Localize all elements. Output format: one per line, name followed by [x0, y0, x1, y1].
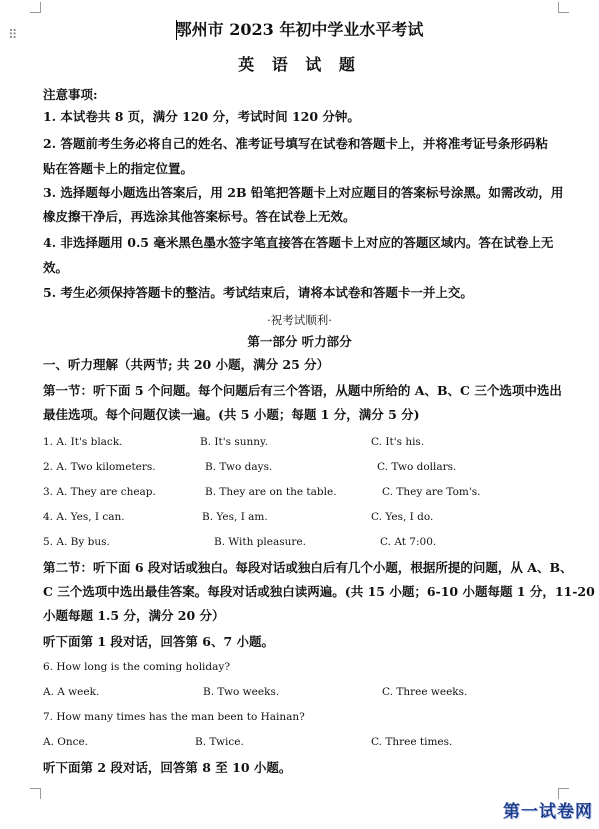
question-option-a: 3. A. They are cheap. — [43, 486, 156, 498]
section2-instructions: 小题每题 1.5 分，满分 20 分） — [43, 608, 225, 623]
question-option-b: B. Two weeks. — [203, 686, 280, 698]
question-option-b: B. Twice. — [195, 736, 244, 748]
exam-title: 鄂州市 2023 年初中学业水平考试 — [175, 20, 424, 39]
notice-item: 4. 非选择题用 0.5 毫米黑色墨水签字笔直接答在答题卡上对应的答题区域内。答在试卷上无 — [43, 235, 554, 250]
section1-instructions: 最佳选项。每个问题仅读一遍。(共 5 小题；每题 1 分，满分 5 分) — [43, 407, 420, 422]
part1-title: 第一部分 听力部分 — [247, 334, 352, 349]
question-option-c: C. At 7:00. — [380, 536, 437, 548]
exam-subject: 英 语 试 题 — [238, 55, 361, 74]
crop-mark-bottom-left — [30, 788, 41, 799]
notice-item: 3. 选择题每小题选出答案后，用 2B 铅笔把答题卡上对应题目的答案标号涂黑。如需改动，用 — [43, 185, 564, 200]
notice-item: 橡皮擦干净后，再选涂其他答案标号。答在试卷上无效。 — [43, 209, 356, 224]
question-option-a: 4. A. Yes, I can. — [43, 511, 125, 523]
section2-instructions: 第二节：听下面 6 段对话或独白。每段对话或独白后有几个小题，根据所提的问题，从 A、B、 — [43, 560, 573, 575]
dialog-instruction: 听下面第 2 段对话，回答第 8 至 10 小题。 — [43, 760, 292, 775]
section2-instructions: C 三个选项中选出最佳答案。每段对话或独白读两遍。(共 15 小题；6-10 小题每题 1 分，11-20 — [43, 584, 595, 599]
section1-instructions: 第一节：听下面 5 个问题。每个问题后有三个答语，从题中所给的 A、B、C 三个选项中选出 — [43, 383, 562, 398]
question-option-b: B. It's sunny. — [200, 436, 268, 448]
dialog-instruction: 听下面第 1 段对话，回答第 6、7 小题。 — [43, 634, 275, 649]
question-stem: 6. How long is the coming holiday? — [43, 661, 230, 673]
notice-item: 效。 — [43, 260, 69, 275]
question-option-c: C. Yes, I do. — [371, 511, 434, 523]
question-option-c: C. Two dollars. — [377, 461, 457, 473]
notice-heading: 注意事项: — [43, 87, 98, 102]
crop-mark-top-left — [30, 2, 41, 13]
question-option-c: C. It's his. — [371, 436, 425, 448]
notice-item: 2. 答题前考生务必将自己的姓名、准考证号填写在试卷和答题卡上，并将准考证号条形码粘 — [43, 136, 548, 151]
site-watermark: 第一试卷网 — [503, 802, 593, 822]
question-option-a: 5. A. By bus. — [43, 536, 110, 548]
question-option-b: B. They are on the table. — [205, 486, 337, 498]
question-option-b: B. Yes, I am. — [202, 511, 268, 523]
question-option-b: B. With pleasure. — [214, 536, 306, 548]
crop-mark-top-right — [558, 2, 569, 13]
notice-item: 5. 考生必须保持答题卡的整洁。考试结束后，请将本试卷和答题卡一并上交。 — [43, 285, 473, 300]
question-option-c: C. Three times. — [371, 736, 453, 748]
good-luck-line: ·祝考试顺利· — [267, 313, 332, 327]
notice-item: 贴在答题卡上的指定位置。 — [43, 161, 194, 176]
question-option-c: C. They are Tom's. — [382, 486, 481, 498]
notice-item: 1. 本试卷共 8 页，满分 120 分，考试时间 120 分钟。 — [43, 109, 360, 124]
question-option-a: A. Once. — [43, 736, 89, 748]
question-option-a: A. A week. — [43, 686, 100, 698]
question-option-b: B. Two days. — [205, 461, 273, 473]
listening-heading: 一、听力理解（共两节; 共 20 小题，满分 25 分） — [43, 357, 330, 372]
question-option-a: 2. A. Two kilometers. — [43, 461, 156, 473]
question-stem: 7. How many times has the man been to Hainan? — [43, 711, 305, 723]
question-option-a: 1. A. It's black. — [43, 436, 123, 448]
question-option-c: C. Three weeks. — [382, 686, 468, 698]
